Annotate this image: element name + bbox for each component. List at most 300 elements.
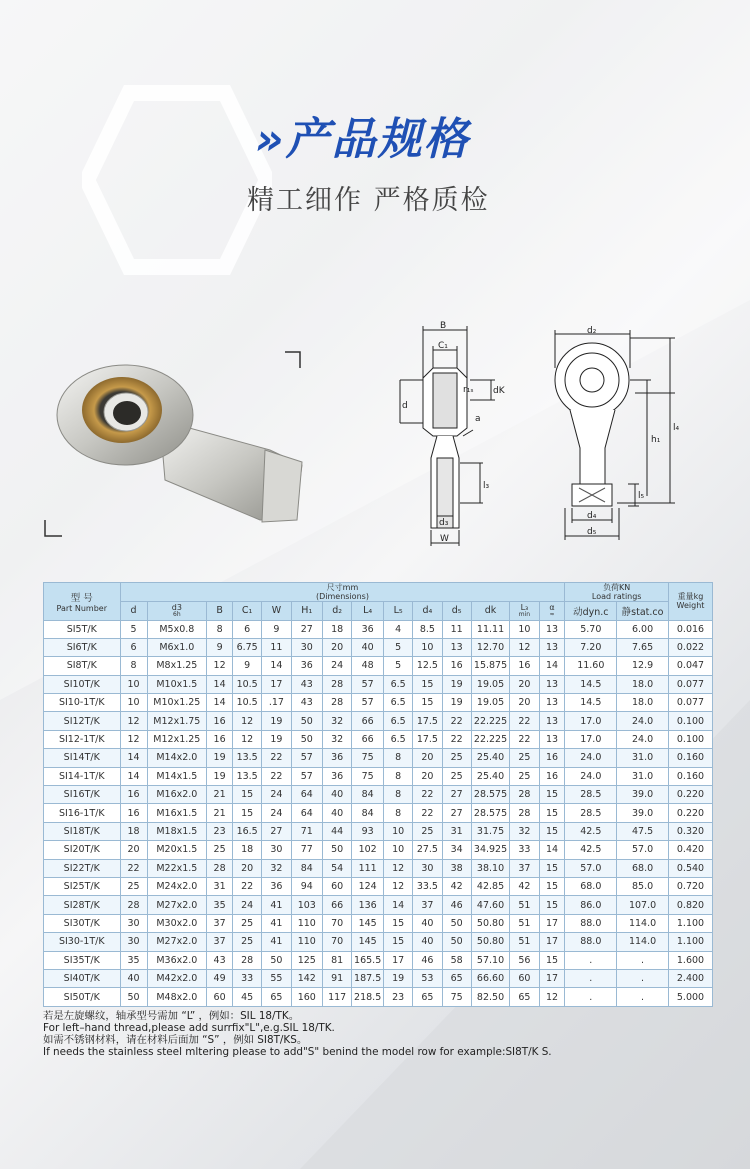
header-dimensions-cn: 尺寸mm	[326, 583, 359, 592]
table-cell: 13	[539, 730, 565, 748]
table-cell: 57	[291, 749, 323, 767]
column-header-sub: 6h	[173, 611, 181, 619]
table-cell: 20	[233, 859, 262, 877]
table-cell: 68.0	[565, 877, 617, 895]
table-cell: 145	[352, 914, 384, 932]
table-cell: 6.75	[233, 638, 262, 656]
table-cell: 14.5	[565, 694, 617, 712]
part-number-cell: SI14T/K	[44, 749, 121, 767]
table-cell: 28	[510, 786, 539, 804]
table-cell: 24.0	[617, 730, 669, 748]
table-cell: 20	[120, 841, 147, 859]
table-cell: 13	[539, 620, 565, 638]
label-W: W	[440, 534, 449, 544]
table-cell: 41	[262, 914, 291, 932]
table-row	[44, 914, 713, 932]
table-cell: 51	[510, 933, 539, 951]
column-header-12	[510, 602, 539, 621]
part-number-cell: SI5T/K	[44, 620, 121, 638]
table-cell: 40	[323, 804, 352, 822]
table-cell: 11	[262, 638, 291, 656]
label-l4: l₄	[673, 423, 680, 433]
table-cell: 13	[539, 675, 565, 693]
table-cell: 22	[413, 804, 442, 822]
table-cell: 28	[233, 951, 262, 969]
table-cell: 94	[291, 877, 323, 895]
header-dimensions-en: (Dimensions)	[316, 592, 369, 601]
table-cell: 17.5	[413, 712, 442, 730]
table-cell: 70	[323, 933, 352, 951]
table-cell: 1.600	[668, 951, 712, 969]
table-cell: 0.720	[668, 877, 712, 895]
table-cell: 103	[291, 896, 323, 914]
table-cell: 18	[323, 620, 352, 638]
side-view	[400, 326, 495, 546]
table-cell: 40	[413, 914, 442, 932]
table-cell: 22	[510, 730, 539, 748]
table-cell: M8x1.25	[147, 657, 207, 675]
table-cell: 28	[323, 694, 352, 712]
table-cell: 40	[413, 933, 442, 951]
table-cell: 51	[510, 914, 539, 932]
table-cell: 28	[323, 675, 352, 693]
table-cell: 12	[120, 730, 147, 748]
table-cell: 40	[120, 969, 147, 987]
table-cell: 17	[539, 969, 565, 987]
table-cell: 25	[510, 749, 539, 767]
table-cell: 110	[291, 914, 323, 932]
table-cell: 30	[413, 859, 442, 877]
table-cell: 75	[352, 749, 384, 767]
table-cell: 15	[539, 786, 565, 804]
table-cell: 15	[539, 951, 565, 969]
header-part-number-cn: 型 号	[70, 592, 93, 604]
table-cell: 20	[510, 675, 539, 693]
table-cell: M10x1.5	[147, 675, 207, 693]
table-row	[44, 694, 713, 712]
table-cell: 40	[323, 786, 352, 804]
table-cell: 14	[539, 841, 565, 859]
table-cell: 65	[413, 988, 442, 1006]
notes	[43, 1010, 723, 1058]
table-cell: 15.875	[471, 657, 510, 675]
table-cell: 16	[207, 712, 233, 730]
table-cell: 42.85	[471, 877, 510, 895]
column-header-8	[384, 602, 413, 621]
table-cell: 12	[539, 988, 565, 1006]
table-cell: 35	[120, 951, 147, 969]
table-cell: 77	[291, 841, 323, 859]
table-cell: 10	[413, 638, 442, 656]
table-cell: M6x1.0	[147, 638, 207, 656]
page-title: »产品规格	[255, 114, 470, 165]
header-part-number-en: Part Number	[56, 603, 107, 613]
dimension-diagram	[395, 318, 695, 550]
table-cell: M12x1.75	[147, 712, 207, 730]
table-cell: 6.5	[384, 712, 413, 730]
table-row	[44, 730, 713, 748]
column-header-sub: min	[518, 611, 531, 619]
table-cell: 38.10	[471, 859, 510, 877]
table-cell: 51	[510, 896, 539, 914]
table-cell: 66	[323, 896, 352, 914]
table-cell: 19	[442, 694, 471, 712]
table-cell: 28	[510, 804, 539, 822]
table-row	[44, 859, 713, 877]
table-cell: 88.0	[565, 914, 617, 932]
table-cell: 0.160	[668, 767, 712, 785]
table-cell: 10	[120, 694, 147, 712]
table-cell: 5.000	[668, 988, 712, 1006]
table-cell: 16.5	[233, 822, 262, 840]
table-cell: M27x2.0	[147, 896, 207, 914]
table-cell: 15	[384, 933, 413, 951]
table-cell: 53	[413, 969, 442, 987]
header-load-cn: 负荷KN	[603, 583, 631, 592]
table-cell: 14	[262, 657, 291, 675]
part-number-cell: SI6T/K	[44, 638, 121, 656]
table-cell: 28	[120, 896, 147, 914]
table-cell: 165.5	[352, 951, 384, 969]
page-subtitle: 精工细作 严格质检	[247, 185, 490, 216]
table-cell: 41	[262, 933, 291, 951]
table-cell: M14x2.0	[147, 749, 207, 767]
table-cell: 0.540	[668, 859, 712, 877]
table-cell: 14.5	[565, 675, 617, 693]
table-cell: 12	[233, 712, 262, 730]
table-cell: 37	[413, 896, 442, 914]
table-cell: 6.5	[384, 675, 413, 693]
table-cell: 21	[207, 786, 233, 804]
table-cell: M27x2.0	[147, 933, 207, 951]
table-cell: 28.5	[565, 804, 617, 822]
table-cell: 55	[262, 969, 291, 987]
table-cell: 43	[291, 675, 323, 693]
part-number-cell: SI28T/K	[44, 896, 121, 914]
table-cell: 15	[413, 694, 442, 712]
table-cell: 8	[384, 786, 413, 804]
table-cell: 13	[539, 712, 565, 730]
table-cell: 22	[262, 749, 291, 767]
table-cell: 9	[207, 638, 233, 656]
column-header-13	[539, 602, 565, 621]
table-cell: 68.0	[617, 859, 669, 877]
column-header-label: d₅	[451, 605, 462, 617]
table-cell: 24.0	[565, 767, 617, 785]
part-number-cell: SI12-1T/K	[44, 730, 121, 748]
table-cell: 6.5	[384, 694, 413, 712]
part-number-cell: SI35T/K	[44, 951, 121, 969]
table-cell: 27	[291, 620, 323, 638]
column-header-9	[413, 602, 442, 621]
note-left-thread-en: For left–hand thread,please add surrfix"L",e.g.SIL 18/TK.	[43, 1022, 335, 1034]
table-cell: 25	[442, 749, 471, 767]
part-number-cell: SI14-1T/K	[44, 767, 121, 785]
table-cell: 16	[510, 657, 539, 675]
column-header-2	[207, 602, 233, 621]
table-cell: 36	[352, 620, 384, 638]
table-cell: 60	[323, 877, 352, 895]
table-cell: 57	[352, 675, 384, 693]
table-cell: 32	[323, 730, 352, 748]
table-cell: 187.5	[352, 969, 384, 987]
table-cell: 125	[291, 951, 323, 969]
table-cell: 12.70	[471, 638, 510, 656]
table-cell: 12	[233, 730, 262, 748]
table-cell: 117	[323, 988, 352, 1006]
label-d5: d₅	[587, 527, 597, 537]
table-cell: 0.016	[668, 620, 712, 638]
table-cell: 14	[120, 767, 147, 785]
table-cell: 64	[291, 804, 323, 822]
table-cell: M16x1.5	[147, 804, 207, 822]
table-cell: 14	[207, 694, 233, 712]
table-cell: 43	[291, 694, 323, 712]
table-cell: 22	[442, 730, 471, 748]
part-number-cell: SI22T/K	[44, 859, 121, 877]
table-cell: 75	[352, 767, 384, 785]
table-cell: 8	[384, 804, 413, 822]
table-cell: 136	[352, 896, 384, 914]
part-number-cell: SI25T/K	[44, 877, 121, 895]
table-cell: 22	[120, 859, 147, 877]
table-cell: 22	[442, 712, 471, 730]
table-cell: 50	[262, 951, 291, 969]
table-cell: 20	[510, 694, 539, 712]
table-cell: 57.0	[617, 841, 669, 859]
table-cell: 107.0	[617, 896, 669, 914]
table-cell: 12	[384, 859, 413, 877]
table-cell: 15	[539, 859, 565, 877]
table-cell: 15	[233, 786, 262, 804]
table-cell: 30	[120, 914, 147, 932]
table-cell: 11.60	[565, 657, 617, 675]
table-cell: 60	[510, 969, 539, 987]
table-cell: M42x2.0	[147, 969, 207, 987]
table-cell: 18.0	[617, 694, 669, 712]
table-cell: 30	[262, 841, 291, 859]
table-cell: 5.70	[565, 620, 617, 638]
table-cell: 37	[510, 859, 539, 877]
table-cell: 25	[442, 767, 471, 785]
part-number-cell: SI18T/K	[44, 822, 121, 840]
table-cell: 31.0	[617, 767, 669, 785]
table-cell: 14	[207, 675, 233, 693]
table-cell: M48x2.0	[147, 988, 207, 1006]
column-header-dynamic-load: 动dyn.c	[565, 602, 617, 621]
column-header-label: d₄	[422, 605, 433, 617]
table-cell: 160	[291, 988, 323, 1006]
column-header-label: α	[549, 603, 555, 613]
table-cell: 57.10	[471, 951, 510, 969]
table-cell: 145	[352, 933, 384, 951]
table-cell: 111	[352, 859, 384, 877]
table-cell: 86.0	[565, 896, 617, 914]
table-cell: 6.00	[617, 620, 669, 638]
table-cell: 42	[442, 877, 471, 895]
table-cell: 11	[442, 620, 471, 638]
table-row	[44, 675, 713, 693]
part-number-cell: SI12T/K	[44, 712, 121, 730]
table-cell: 10.5	[233, 694, 262, 712]
part-number-cell: SI40T/K	[44, 969, 121, 987]
table-cell: 16	[539, 749, 565, 767]
table-cell: 32	[262, 859, 291, 877]
part-number-cell: SI10T/K	[44, 675, 121, 693]
part-number-cell: SI10-1T/K	[44, 694, 121, 712]
table-cell: 18.0	[617, 675, 669, 693]
table-cell: 23	[384, 988, 413, 1006]
table-cell: M36x2.0	[147, 951, 207, 969]
column-header-label: dk	[484, 605, 497, 617]
table-cell: 5	[384, 638, 413, 656]
table-cell: 4	[384, 620, 413, 638]
column-header-4	[262, 602, 291, 621]
table-cell: 42.5	[565, 822, 617, 840]
table-cell: 8	[384, 749, 413, 767]
table-cell: 22.225	[471, 712, 510, 730]
table-cell: 25	[510, 767, 539, 785]
table-cell: M20x1.5	[147, 841, 207, 859]
table-cell: 7.20	[565, 638, 617, 656]
table-cell: 1.100	[668, 914, 712, 932]
table-cell: 54	[323, 859, 352, 877]
table-cell: 28.575	[471, 786, 510, 804]
table-cell: 14	[120, 749, 147, 767]
table-cell: 66	[352, 712, 384, 730]
table-cell: 33	[510, 841, 539, 859]
table-cell: 42	[510, 877, 539, 895]
table-cell: 71	[291, 822, 323, 840]
table-cell: 8	[207, 620, 233, 638]
table-cell: 6	[120, 638, 147, 656]
table-cell: 36	[262, 877, 291, 895]
table-cell: 23	[207, 822, 233, 840]
table-cell: 64	[291, 786, 323, 804]
table-cell: 47.60	[471, 896, 510, 914]
table-cell: 46	[442, 896, 471, 914]
label-d2: d₂	[587, 326, 597, 336]
table-cell: 18	[233, 841, 262, 859]
table-cell: 24	[233, 896, 262, 914]
table-cell: 35	[207, 896, 233, 914]
label-d: d	[402, 401, 408, 411]
header-part-number	[44, 583, 121, 621]
table-cell: M22x1.5	[147, 859, 207, 877]
table-cell: 41	[262, 896, 291, 914]
header-weight-en: Weight	[676, 601, 705, 611]
table-cell: 48	[352, 657, 384, 675]
table-cell: 15	[539, 822, 565, 840]
column-header-3	[233, 602, 262, 621]
table-row	[44, 896, 713, 914]
table-cell: 27	[442, 786, 471, 804]
table-cell: 19.05	[471, 694, 510, 712]
table-cell: 16	[120, 786, 147, 804]
table-cell: 44	[323, 822, 352, 840]
table-cell: 65	[442, 969, 471, 987]
table-cell: .	[565, 969, 617, 987]
table-cell: 15	[384, 914, 413, 932]
table-cell: 25.40	[471, 749, 510, 767]
table-cell: M5x0.8	[147, 620, 207, 638]
table-row	[44, 620, 713, 638]
table-cell: 19	[262, 730, 291, 748]
table-cell: 31.75	[471, 822, 510, 840]
table-cell: 82.50	[471, 988, 510, 1006]
table-cell: 33.5	[413, 877, 442, 895]
part-number-cell: SI20T/K	[44, 841, 121, 859]
table-cell: 114.0	[617, 914, 669, 932]
table-cell: 42.5	[565, 841, 617, 859]
table-cell: 13.5	[233, 749, 262, 767]
table-cell: 218.5	[352, 988, 384, 1006]
label-h1: h₁	[651, 435, 661, 445]
label-d3: d₃	[439, 518, 449, 528]
table-cell: 22	[262, 767, 291, 785]
table-cell: 25	[207, 841, 233, 859]
column-header-0	[120, 602, 147, 621]
table-cell: 15	[233, 804, 262, 822]
table-cell: 1.100	[668, 933, 712, 951]
table-cell: 0.320	[668, 822, 712, 840]
table-cell: 24	[323, 657, 352, 675]
table-cell: 36	[291, 657, 323, 675]
note-left-thread-cn: 若是左旋螺纹，轴承型号需加 “L” ，例如：SIL 18/TK。	[43, 1010, 300, 1022]
table-cell: 0.100	[668, 730, 712, 748]
table-cell: .	[617, 969, 669, 987]
table-cell: 57	[291, 767, 323, 785]
table-cell: 124	[352, 877, 384, 895]
table-cell: M14x1.5	[147, 767, 207, 785]
column-header-7	[352, 602, 384, 621]
column-header-11	[471, 602, 510, 621]
table-cell: 75	[442, 988, 471, 1006]
table-cell: 36	[323, 767, 352, 785]
table-cell: 22.225	[471, 730, 510, 748]
column-header-label: H₁	[301, 605, 313, 617]
column-header-sub: ≈	[549, 611, 555, 619]
label-a: a	[475, 414, 481, 424]
table-row	[44, 657, 713, 675]
note-stainless-cn: 如需不锈钢材料，请在材料后面加 “S” ，例如 SI8T/KS。	[43, 1034, 308, 1046]
table-cell: .	[565, 988, 617, 1006]
table-cell: .17	[262, 694, 291, 712]
table-cell: 66.60	[471, 969, 510, 987]
table-cell: 91	[323, 969, 352, 987]
table-cell: 17	[539, 914, 565, 932]
table-cell: 16	[207, 730, 233, 748]
table-cell: 58	[442, 951, 471, 969]
table-cell: 24.0	[617, 712, 669, 730]
column-header-static-load: 静stat.co	[617, 602, 669, 621]
part-number-cell: SI50T/K	[44, 988, 121, 1006]
part-number-cell: SI16T/K	[44, 786, 121, 804]
table-cell: M16x2.0	[147, 786, 207, 804]
table-cell: 0.077	[668, 694, 712, 712]
label-B: B	[440, 321, 447, 331]
table-cell: 20	[323, 638, 352, 656]
table-cell: 50.80	[471, 914, 510, 932]
table-cell: 8	[384, 767, 413, 785]
table-header-row-1	[44, 583, 713, 602]
table-cell: 50	[120, 988, 147, 1006]
table-cell: 13	[539, 638, 565, 656]
table-cell: 12	[120, 712, 147, 730]
table-cell: 93	[352, 822, 384, 840]
table-cell: 43	[207, 951, 233, 969]
table-header-row-2	[44, 602, 713, 621]
